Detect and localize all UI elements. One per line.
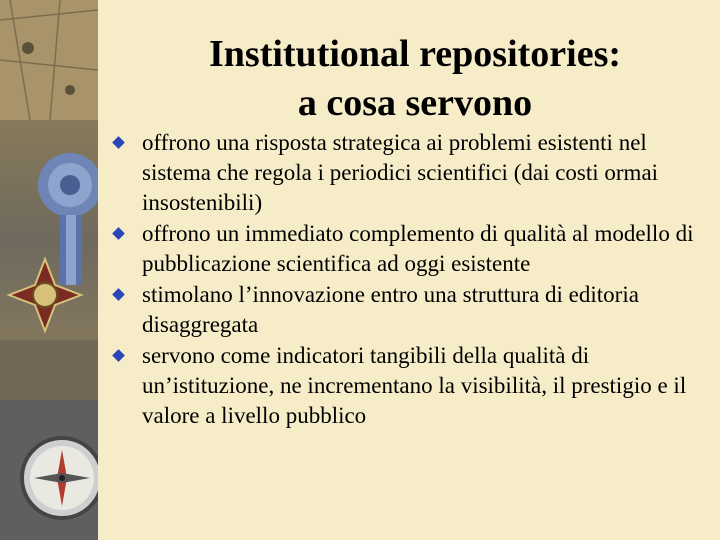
title-line-2: a cosa servono	[297, 82, 533, 124]
diamond-bullet-icon	[112, 349, 125, 362]
collage-artwork	[0, 0, 98, 540]
bullet-item	[112, 280, 702, 340]
diamond-bullet-icon	[112, 288, 125, 301]
title-line-1: Institutional repositories:	[208, 33, 622, 75]
diamond-bullet-icon	[112, 136, 125, 149]
medal-and-compass-collage-image	[0, 0, 98, 540]
bullet-list	[112, 128, 702, 432]
bullet-text: stimolano l’innovazione entro una struttura di editoria disaggregata	[142, 282, 639, 337]
bullet-text: offrono un immediato complemento di qualità al modello di pubblicazione scientifica ad oggi esistente	[142, 221, 694, 276]
bullet-text: offrono una risposta strategica ai problemi esistenti nel sistema che regola i periodici scientifici (dai costi ormai insostenibili)	[142, 130, 659, 215]
slide-title	[150, 30, 680, 128]
bullet-item	[112, 341, 702, 431]
diamond-bullet-icon	[112, 227, 125, 240]
bullet-item	[112, 219, 702, 279]
bullet-item	[112, 128, 702, 218]
bullet-text: servono come indicatori tangibili della qualità di un’istituzione, ne incrementano la visibilità, il prestigio e il valore a livello pubblico	[142, 343, 687, 428]
